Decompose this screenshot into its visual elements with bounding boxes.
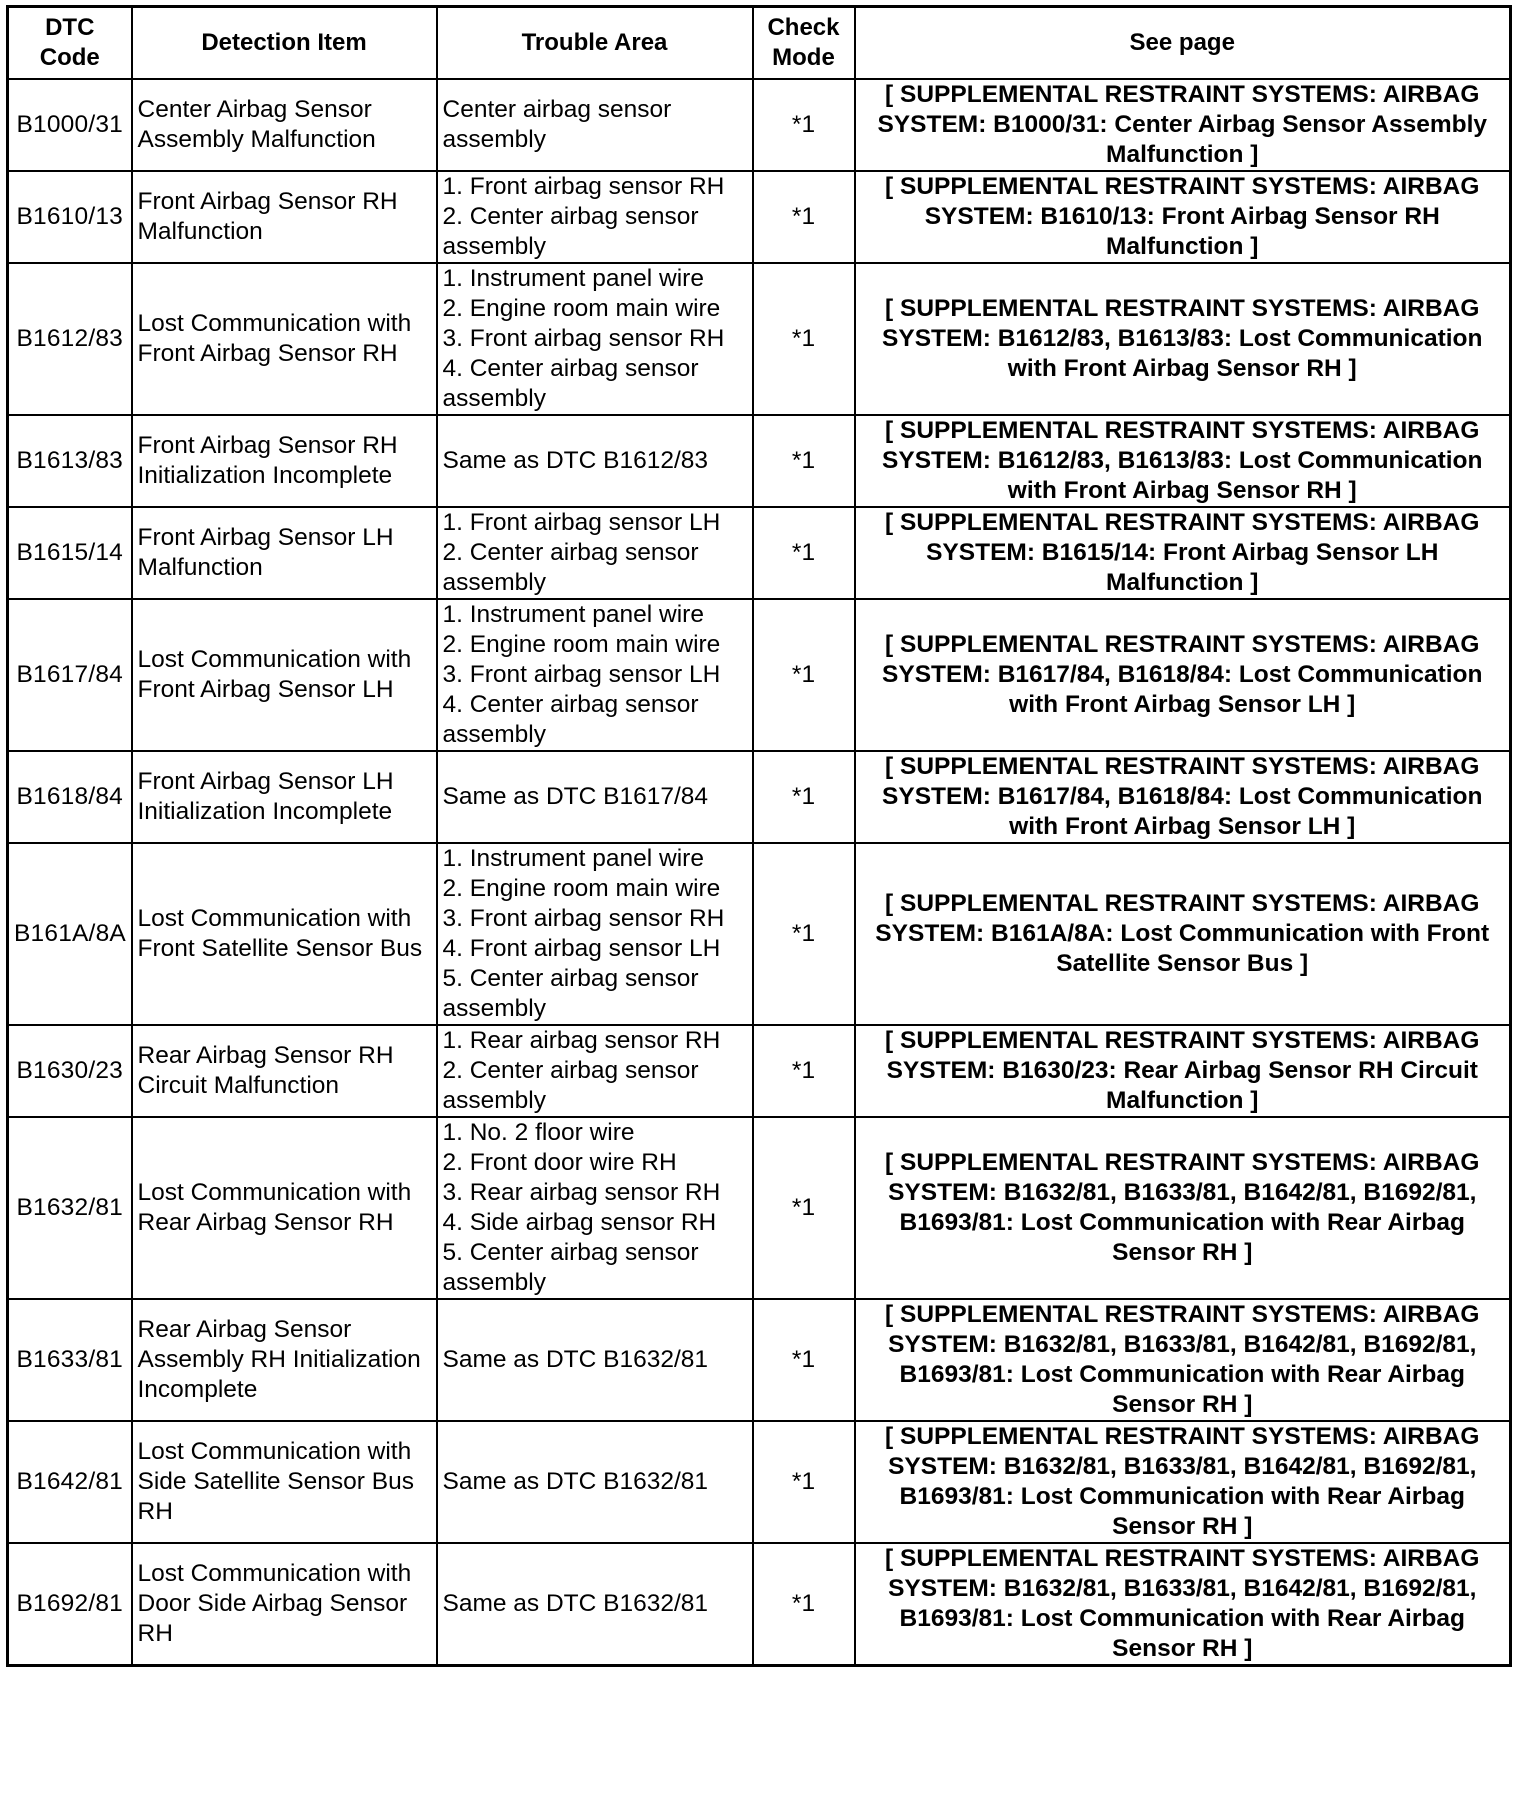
table-row xyxy=(8,751,1511,843)
trouble-area: Same as DTC B1617/84 xyxy=(437,751,753,843)
see-page-link[interactable]: [ SUPPLEMENTAL RESTRAINT SYSTEMS: AIRBAG SYSTEM: B1000/31: Center Airbag Sensor Assembly Malfunction ] xyxy=(855,79,1511,171)
dtc-code: B1630/23 xyxy=(8,1025,132,1117)
detection-item: Rear Airbag Sensor Assembly RH Initialization Incomplete xyxy=(132,1299,437,1421)
table-row xyxy=(8,415,1511,507)
table-row xyxy=(8,599,1511,751)
detection-item: Lost Communication with Door Side Airbag Sensor RH xyxy=(132,1543,437,1666)
detection-item: Front Airbag Sensor LH Malfunction xyxy=(132,507,437,599)
table-header xyxy=(8,7,1511,80)
trouble-area: Same as DTC B1632/81 xyxy=(437,1299,753,1421)
check-mode: *1 xyxy=(753,751,855,843)
see-page-link[interactable]: [ SUPPLEMENTAL RESTRAINT SYSTEMS: AIRBAG SYSTEM: B1615/14: Front Airbag Sensor LH Malfunction ] xyxy=(855,507,1511,599)
check-mode: *1 xyxy=(753,1421,855,1543)
detection-item: Lost Communication with Side Satellite Sensor Bus RH xyxy=(132,1421,437,1543)
dtc-code: B1615/14 xyxy=(8,507,132,599)
detection-item: Front Airbag Sensor LH Initialization Incomplete xyxy=(132,751,437,843)
table-row xyxy=(8,507,1511,599)
see-page-link[interactable]: [ SUPPLEMENTAL RESTRAINT SYSTEMS: AIRBAG SYSTEM: B1632/81, B1633/81, B1642/81, B1692/81, B1693/81: Lost Communication with Rear Airbag Sensor RH ] xyxy=(855,1117,1511,1299)
dtc-code: B1618/84 xyxy=(8,751,132,843)
dtc-code: B1610/13 xyxy=(8,171,132,263)
see-page-link[interactable]: [ SUPPLEMENTAL RESTRAINT SYSTEMS: AIRBAG SYSTEM: B1610/13: Front Airbag Sensor RH Malfunction ] xyxy=(855,171,1511,263)
detection-item: Rear Airbag Sensor RH Circuit Malfunction xyxy=(132,1025,437,1117)
header-detection-item: Detection Item xyxy=(132,7,437,80)
table-row xyxy=(8,1025,1511,1117)
trouble-area: 1. Instrument panel wire 2. Engine room main wire 3. Front airbag sensor RH 4. Center airbag sensor assembly xyxy=(437,263,753,415)
check-mode: *1 xyxy=(753,1543,855,1666)
dtc-code: B1613/83 xyxy=(8,415,132,507)
see-page-link[interactable]: [ SUPPLEMENTAL RESTRAINT SYSTEMS: AIRBAG SYSTEM: B1632/81, B1633/81, B1642/81, B1692/81, B1693/81: Lost Communication with Rear Airbag Sensor RH ] xyxy=(855,1421,1511,1543)
trouble-area: Same as DTC B1632/81 xyxy=(437,1421,753,1543)
dtc-table xyxy=(6,5,1512,1667)
detection-item: Center Airbag Sensor Assembly Malfunction xyxy=(132,79,437,171)
table-row xyxy=(8,843,1511,1025)
detection-item: Lost Communication with Rear Airbag Sensor RH xyxy=(132,1117,437,1299)
check-mode: *1 xyxy=(753,507,855,599)
check-mode: *1 xyxy=(753,1025,855,1117)
check-mode: *1 xyxy=(753,1299,855,1421)
see-page-link[interactable]: [ SUPPLEMENTAL RESTRAINT SYSTEMS: AIRBAG SYSTEM: B1612/83, B1613/83: Lost Communication with Front Airbag Sensor RH ] xyxy=(855,415,1511,507)
table-row xyxy=(8,1421,1511,1543)
trouble-area: 1. Instrument panel wire 2. Engine room main wire 3. Front airbag sensor RH 4. Front airbag sensor LH 5. Center airbag sensor assembly xyxy=(437,843,753,1025)
see-page-link[interactable]: [ SUPPLEMENTAL RESTRAINT SYSTEMS: AIRBAG SYSTEM: B1632/81, B1633/81, B1642/81, B1692/81, B1693/81: Lost Communication with Rear Airbag Sensor RH ] xyxy=(855,1543,1511,1666)
check-mode: *1 xyxy=(753,79,855,171)
trouble-area: 1. Rear airbag sensor RH 2. Center airbag sensor assembly xyxy=(437,1025,753,1117)
header-row xyxy=(8,7,1511,80)
check-mode: *1 xyxy=(753,599,855,751)
table-row xyxy=(8,79,1511,171)
check-mode: *1 xyxy=(753,1117,855,1299)
dtc-code: B1000/31 xyxy=(8,79,132,171)
dtc-code: B1617/84 xyxy=(8,599,132,751)
see-page-link[interactable]: [ SUPPLEMENTAL RESTRAINT SYSTEMS: AIRBAG SYSTEM: B1630/23: Rear Airbag Sensor RH Circuit Malfunction ] xyxy=(855,1025,1511,1117)
detection-item: Lost Communication with Front Airbag Sensor RH xyxy=(132,263,437,415)
detection-item: Front Airbag Sensor RH Malfunction xyxy=(132,171,437,263)
table-row xyxy=(8,171,1511,263)
dtc-code: B161A/8A xyxy=(8,843,132,1025)
trouble-area: Same as DTC B1612/83 xyxy=(437,415,753,507)
see-page-link[interactable]: [ SUPPLEMENTAL RESTRAINT SYSTEMS: AIRBAG SYSTEM: B1617/84, B1618/84: Lost Communication with Front Airbag Sensor LH ] xyxy=(855,751,1511,843)
check-mode: *1 xyxy=(753,263,855,415)
trouble-area: 1. Front airbag sensor RH 2. Center airbag sensor assembly xyxy=(437,171,753,263)
table-row xyxy=(8,1543,1511,1666)
table-row xyxy=(8,263,1511,415)
detection-item: Lost Communication with Front Airbag Sensor LH xyxy=(132,599,437,751)
trouble-area: 1. Instrument panel wire 2. Engine room main wire 3. Front airbag sensor LH 4. Center airbag sensor assembly xyxy=(437,599,753,751)
see-page-link[interactable]: [ SUPPLEMENTAL RESTRAINT SYSTEMS: AIRBAG SYSTEM: B1612/83, B1613/83: Lost Communication with Front Airbag Sensor RH ] xyxy=(855,263,1511,415)
table-row xyxy=(8,1299,1511,1421)
check-mode: *1 xyxy=(753,843,855,1025)
dtc-code: B1612/83 xyxy=(8,263,132,415)
header-check-mode: Check Mode xyxy=(753,7,855,80)
dtc-code: B1642/81 xyxy=(8,1421,132,1543)
detection-item: Front Airbag Sensor RH Initialization Incomplete xyxy=(132,415,437,507)
trouble-area: Same as DTC B1632/81 xyxy=(437,1543,753,1666)
see-page-link[interactable]: [ SUPPLEMENTAL RESTRAINT SYSTEMS: AIRBAG SYSTEM: B1632/81, B1633/81, B1642/81, B1692/81, B1693/81: Lost Communication with Rear Airbag Sensor RH ] xyxy=(855,1299,1511,1421)
header-dtc-code: DTC Code xyxy=(8,7,132,80)
dtc-code: B1633/81 xyxy=(8,1299,132,1421)
header-trouble-area: Trouble Area xyxy=(437,7,753,80)
dtc-code: B1632/81 xyxy=(8,1117,132,1299)
see-page-link[interactable]: [ SUPPLEMENTAL RESTRAINT SYSTEMS: AIRBAG SYSTEM: B1617/84, B1618/84: Lost Communication with Front Airbag Sensor LH ] xyxy=(855,599,1511,751)
check-mode: *1 xyxy=(753,171,855,263)
trouble-area: 1. No. 2 floor wire 2. Front door wire RH 3. Rear airbag sensor RH 4. Side airbag sensor RH 5. Center airbag sensor assembly xyxy=(437,1117,753,1299)
see-page-link[interactable]: [ SUPPLEMENTAL RESTRAINT SYSTEMS: AIRBAG SYSTEM: B161A/8A: Lost Communication with Front Satellite Sensor Bus ] xyxy=(855,843,1511,1025)
table-body xyxy=(8,79,1511,1666)
detection-item: Lost Communication with Front Satellite Sensor Bus xyxy=(132,843,437,1025)
trouble-area: Center airbag sensor assembly xyxy=(437,79,753,171)
check-mode: *1 xyxy=(753,415,855,507)
dtc-code: B1692/81 xyxy=(8,1543,132,1666)
header-see-page: See page xyxy=(855,7,1511,80)
table-row xyxy=(8,1117,1511,1299)
trouble-area: 1. Front airbag sensor LH 2. Center airbag sensor assembly xyxy=(437,507,753,599)
